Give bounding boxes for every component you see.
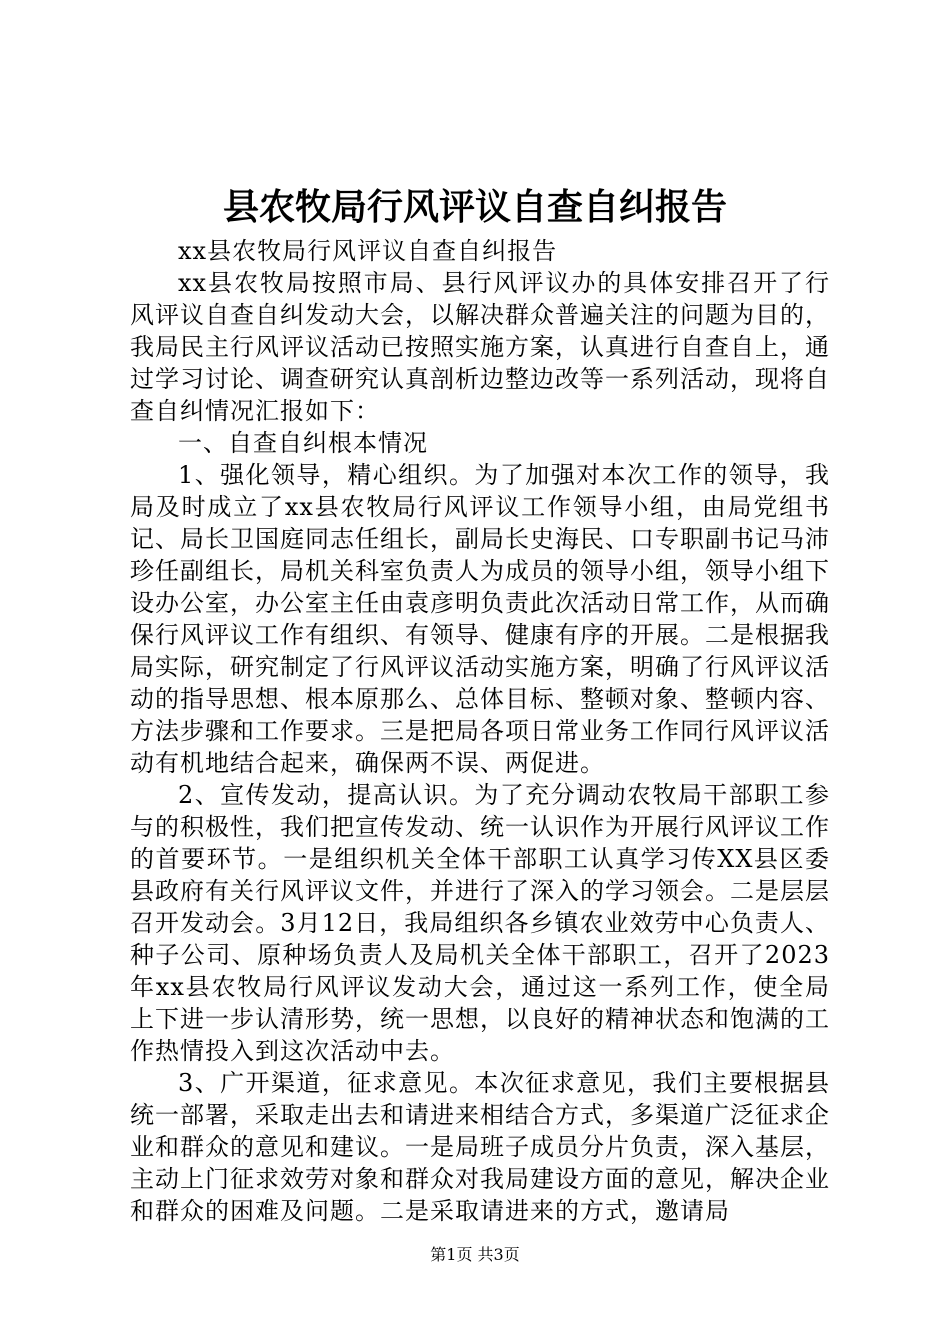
document-subtitle: xx县农牧局行风评议自查自纠报告	[178, 237, 558, 265]
paragraph-item-2: 2、宣传发动，提高认识。为了充分调动农牧局干部职工参与的积极性，我们把宣传发动、统一认识作为开展行风评议工作的首要环节。一是组织机关全体干部职工认真学习传XX县区委县政府有关行风评议文件，并进行了深入的学习领会。二是层层召开发动会。3月12日，我局组织各乡镇农业效劳中心负责人、种子公司、原种场负责人及局机关全体干部职工，召开了2023年xx县农牧局行风评议发动大会，通过这一系列工作，使全局上下进一步认清形势，统一思想，以良好的精神状态和饱满的工作热情投入到这次活动中去。	[130, 781, 830, 1065]
section-heading: 一、自查自纠根本情况	[178, 429, 428, 457]
intro-paragraph: xx县农牧局按照市局、县行风评议办的具体安排召开了行风评议自查自纠发动大会，以解决群众普遍关注的问题为目的，我局民主行风评议活动已按照实施方案，认真进行自查自上，通过学习讨论、调查研究认真剖析边整边改等一系列活动，现将自查自纠情况汇报如下：	[130, 269, 830, 425]
document-title: 县农牧局行风评议自查自纠报告	[222, 186, 727, 228]
paragraph-item-1: 1、强化领导，精心组织。为了加强对本次工作的领导，我局及时成立了xx县农牧局行风评议工作领导小组，由局党组书记、局长卫国庭同志任组长，副局长史海民、口专职副书记马沛珍任副组长，局机关科室负责人为成员的领导小组，领导小组下设办公室，办公室主任由袁彦明负责此次活动日常工作，从而确保行风评议工作有组织、有领导、健康有序的开展。二是根据我局实际，研究制定了行风评议活动实施方案，明确了行风评议活动的指导思想、根本原那么、总体目标、整顿对象、整顿内容、方法步骤和工作要求。三是把局各项日常业务工作同行风评议活动有机地结合起来，确保两不误、两促进。	[130, 461, 830, 777]
page-number-footer: 第1页 共3页	[430, 1245, 520, 1264]
document-body	[130, 235, 830, 1227]
paragraph-item-3: 3、广开渠道，征求意见。本次征求意见，我们主要根据县统一部署，采取走出去和请进来相结合方式，多渠道广泛征求企业和群众的意见和建议。一是局班子成员分片负责，深入基层，主动上门征求效劳对象和群众对我局建设方面的意见，解决企业和群众的困难及问题。二是采取请进来的方式，邀请局	[130, 1069, 830, 1225]
